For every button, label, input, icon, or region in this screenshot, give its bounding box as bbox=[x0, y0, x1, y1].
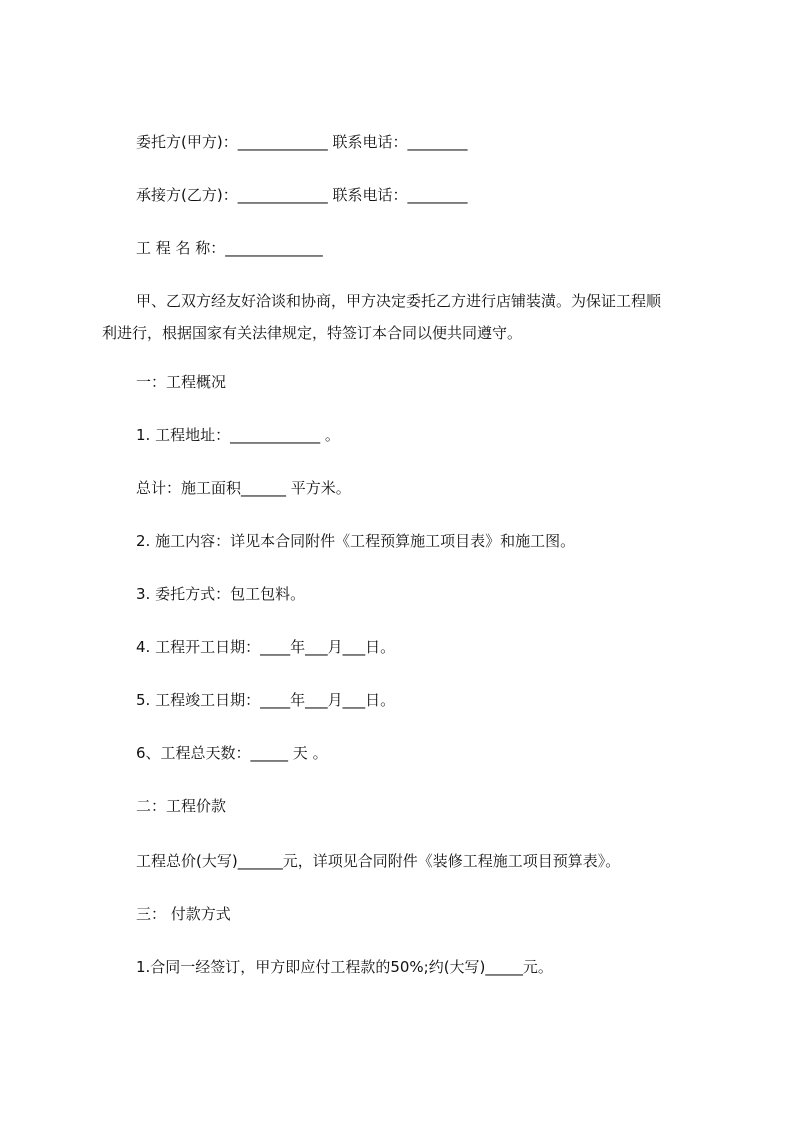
section-heading-payment: 三： 付款方式 bbox=[136, 905, 231, 923]
section-heading-overview: 一：工程概况 bbox=[136, 373, 227, 391]
total-price-line: 工程总价(大写)______元，详项见合同附件《装修工程施工项目预算表》。 bbox=[136, 852, 621, 870]
intro-line-1: 甲、乙双方经友好洽谈和协商，甲方决定委托乙方进行店铺装潢。为保证工程顺 bbox=[136, 292, 662, 310]
contractor-party-line: 承接方(乙方)：____________ 联系电话：________ bbox=[136, 186, 468, 204]
construction-area-line: 总计：施工面积______ 平方米。 bbox=[136, 479, 351, 497]
client-party-line: 委托方(甲方)：____________ 联系电话：________ bbox=[136, 133, 468, 151]
completion-date-line: 5. 工程竣工日期：____年___月___日。 bbox=[136, 691, 396, 709]
intro-line-2: 利进行，根据国家有关法律规定，特签订本合同以便共同遵守。 bbox=[102, 324, 523, 342]
construction-content-line: 2. 施工内容：详见本合同附件《工程预算施工项目表》和施工图。 bbox=[136, 532, 576, 550]
start-date-line: 4. 工程开工日期：____年___月___日。 bbox=[136, 638, 396, 656]
intro-paragraph bbox=[102, 291, 702, 343]
project-name-line: 工 程 名 称：_____________ bbox=[136, 239, 323, 257]
project-address-line: 1. 工程地址：____________ 。 bbox=[136, 426, 340, 444]
section-heading-price: 二：工程价款 bbox=[136, 797, 227, 815]
total-days-line: 6、工程总天数：_____ 天 。 bbox=[136, 744, 328, 762]
payment-term-1-line: 1.合同一经签订，甲方即应付工程款的50%;约(大写)_____元。 bbox=[136, 958, 553, 976]
commission-method-line: 3. 委托方式：包工包料。 bbox=[136, 585, 306, 603]
